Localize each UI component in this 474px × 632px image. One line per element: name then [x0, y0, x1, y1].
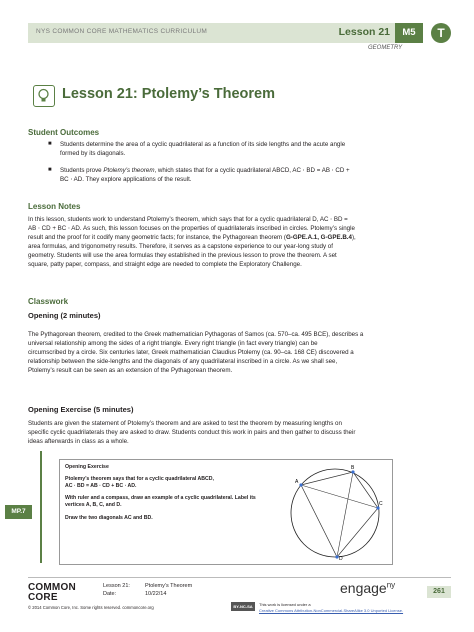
diagonal-bd — [337, 472, 353, 557]
exercise-line: ideas afterwards in class as a whole. — [28, 438, 129, 445]
engageny-logo: engage$^{ny}$ — [340, 580, 396, 596]
notes-line: result and the proof for it codify many geometric facts; for instance, the Pythagorean theorem (G-GPE.A.1, G-GPE.B.4), — [28, 234, 356, 241]
copyright: © 2014 Common Core, Inc. Some rights reserved. commoncore.org — [28, 605, 154, 610]
footer-rule — [28, 577, 451, 578]
header-bar — [28, 23, 423, 43]
license-link[interactable]: Creative Commons Attribution-NonCommercial-ShareAlike 3.0 Unported License. — [259, 608, 404, 613]
lightbulb-icon — [33, 85, 55, 107]
notes-heading: Lesson Notes — [28, 202, 81, 211]
exercise-box-text: vertices A, B, C, and D. — [65, 502, 122, 508]
course-label: GEOMETRY — [368, 45, 403, 51]
footer-lesson-value: Ptolemy’s Theorem — [145, 583, 193, 589]
opening-line: circumscribed by a circle. Six centuries later, Greek mathematician Claudius Ptolemy (ca. 90–ca. 168 CE) discovered a — [28, 349, 354, 356]
opening-line: Ptolemy’s result can be seen as an extension of the Pythagorean theorem. — [28, 367, 233, 374]
page-title: Lesson 21: Ptolemy’s Theorem — [62, 86, 276, 102]
mp-tag: MP.7 — [5, 505, 32, 519]
outcome-2-line2: BC ⋅ AD. They explore applications of the result. — [60, 176, 192, 183]
cc-license-badge: BY-NC-SA — [231, 602, 255, 611]
circumscribed-circle — [291, 469, 379, 557]
exercise-box-text: AC ⋅ BD = AB ⋅ CD + BC ⋅ AD. — [65, 483, 137, 489]
bullet-icon: ■ — [48, 167, 52, 173]
cyclic-quadrilateral-diagram — [285, 463, 385, 561]
label-c: C — [379, 501, 383, 507]
outcome-1-line1: Students determine the area of a cyclic quadrilateral as a function of its side lengths and the acute angle — [60, 141, 346, 148]
exercise-line: Students are given the statement of Ptolemy’s theorem and are asked to test the theorem by measuring lengths on — [28, 420, 342, 427]
label-d: D — [339, 556, 343, 561]
exercise-box-text: With ruler and a compass, draw an example of a cyclic quadrilateral. Label its — [65, 495, 256, 501]
label-b: B — [351, 465, 355, 471]
diagonal-ac — [301, 485, 378, 508]
curriculum-label: NYS COMMON CORE MATHEMATICS CURRICULUM — [36, 28, 208, 35]
opening-exercise-heading: Opening Exercise (5 minutes) — [28, 405, 134, 414]
exercise-line: specific cyclic quadrilaterals they are asked to draw. Students conduct this work in pairs and then gather to discuss their — [28, 429, 356, 436]
vertex-a — [299, 483, 302, 486]
opening-line: universal relationship among the sides of a right triangle. Every right triangle (in fact every triangle) can be — [28, 340, 318, 347]
footer-date-label: Date: — [103, 591, 117, 597]
mp-margin-line — [40, 451, 42, 563]
classwork-heading: Classwork — [28, 297, 69, 306]
exercise-box-title: Opening Exercise — [65, 464, 109, 470]
notes-line: area formulas, and trigonometry results. Therefore, it serves as a capstone experience to our year-long study of — [28, 243, 333, 250]
license-text: This work is licensed under a — [259, 602, 311, 607]
exercise-box-text: Draw the two diagonals AC and BD. — [65, 515, 153, 521]
notes-line: geometry. Students will use the area formulas they established in the previous lesson to prove the theorem. A set — [28, 252, 337, 259]
common-core-logo: COMMON — [28, 582, 76, 593]
module-badge: M5 — [395, 23, 423, 43]
outcome-2-line1: Students prove Ptolemy’s theorem, which states that for a cyclic quadrilateral ABCD, AC ⋅ BD = AB ⋅ CD + — [60, 167, 350, 174]
exercise-box-text: Ptolemy’s theorem says that for a cyclic quadrilateral ABCD, — [65, 476, 214, 482]
notes-line: square, patty paper, compass, and straight edge are needed to complete the Exploratory Challenge. — [28, 261, 302, 268]
teacher-badge: T — [431, 23, 451, 43]
outcomes-heading: Student Outcomes — [28, 128, 100, 137]
label-a: A — [295, 479, 299, 485]
notes-line: AB ⋅ CD + BC ⋅ AD. As such, this lesson focuses on the properties of quadrilaterals inscribed in circles. Ptolemy’s single — [28, 225, 355, 232]
notes-line: In this lesson, students work to understand Ptolemy’s theorem, which says that for a cyclic quadrilateral D, AC ⋅ BD = — [28, 216, 348, 223]
common-core-logo: CORE — [28, 592, 58, 603]
opening-heading: Opening (2 minutes) — [28, 311, 101, 320]
opening-line: The Pythagorean theorem, credited to the Greek mathematician Pythagoras of Samos (ca. 570–ca. 495 BCE), describes a — [28, 331, 364, 338]
page-number: 261 — [427, 586, 451, 598]
opening-line: relationship between the side-lengths and the diagonals of any quadrilateral inscribed in a circle. As we shall see, — [28, 358, 338, 365]
bullet-icon: ■ — [48, 141, 52, 147]
footer-date-value: 10/22/14 — [145, 591, 167, 597]
exercise-box — [59, 459, 393, 565]
lesson-label: Lesson 21 — [338, 26, 390, 38]
outcome-1-line2: formed by its diagonals. — [60, 150, 126, 157]
footer-lesson-label: Lesson 21: — [103, 583, 130, 589]
